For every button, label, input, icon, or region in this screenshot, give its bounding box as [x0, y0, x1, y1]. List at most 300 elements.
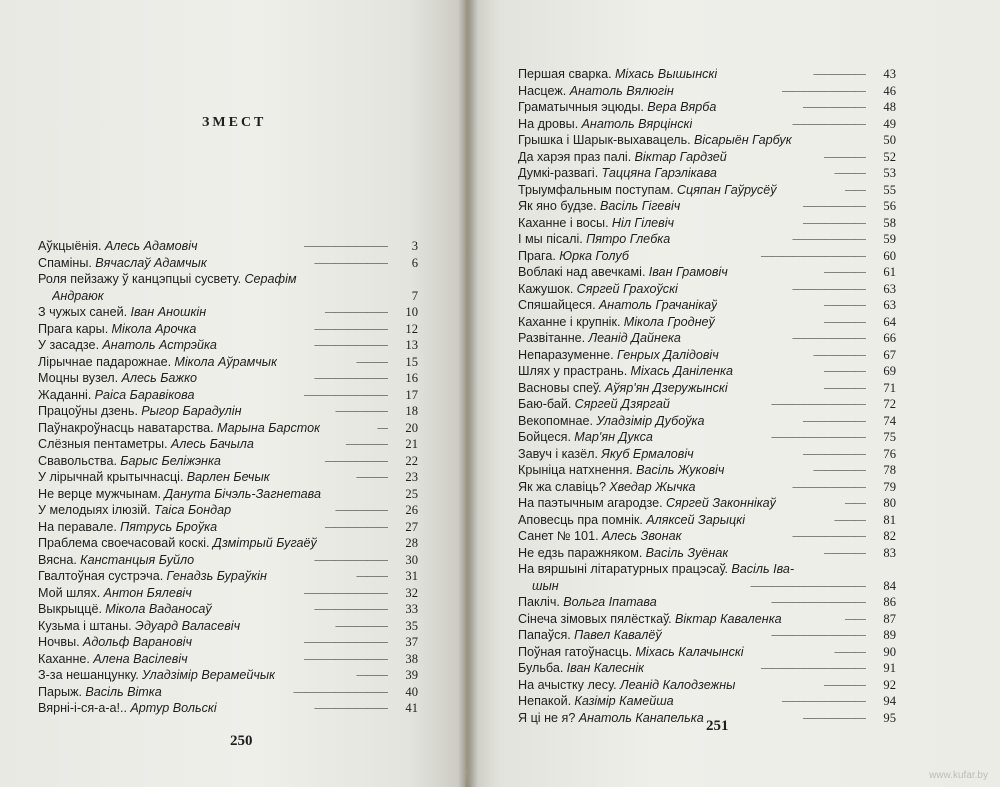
entry-page-number: 40 [405, 684, 418, 699]
entry-page-number: 78 [883, 463, 896, 477]
entry-leader-dashes: —————— [325, 520, 388, 533]
watermark: www.kufar.by [929, 770, 988, 781]
contents-entry [518, 330, 896, 347]
entry-leader-dashes: ——— [834, 513, 866, 526]
entry-page-number: 21 [405, 437, 418, 451]
right-page-number: 251 [706, 718, 729, 734]
entry-page-number: 80 [883, 496, 896, 510]
entry-text [518, 479, 696, 496]
entry-leader-dashes: ——— [356, 570, 388, 582]
entry-title: Мой шлях. [38, 585, 101, 600]
entry-title: На дровы. [518, 116, 579, 131]
entry-page-number: 69 [883, 364, 896, 378]
right-page [468, 0, 1000, 787]
entry-title: Непаразуменне. [518, 347, 614, 362]
entry-title: Паўнакроўнасць наватарства. [38, 420, 214, 435]
contents-entry [38, 469, 418, 486]
contents-entry [38, 568, 418, 585]
entry-title: Моцны вузел. [38, 371, 119, 385]
contents-entry [38, 304, 418, 321]
entry-title: Развітанне. [518, 331, 586, 345]
entry-author: Анатоль Грачанікаў [598, 298, 718, 312]
entry-text [52, 288, 104, 305]
entry-leader-dashes: ————————— [293, 685, 388, 698]
entry-text [518, 347, 719, 364]
contents-entry [518, 83, 896, 100]
entry-title: Думкі-развагі. [518, 166, 599, 180]
contents-entry [518, 132, 896, 149]
entry-author: Мікола Ваданосаў [105, 602, 212, 616]
contents-entry [38, 552, 418, 569]
entry-text [38, 238, 198, 255]
entry-title: Санет № 101. [518, 529, 599, 543]
entry-title: Насцеж. [518, 83, 567, 98]
entry-title: Пакліч. [518, 595, 560, 609]
entry-page-number: 33 [405, 602, 418, 616]
entry-leader-dashes: ——— [356, 355, 388, 368]
entry-author: Варлен Бечык [186, 470, 270, 484]
entry-title: Вясна. [38, 552, 77, 567]
entry-page-number: 76 [883, 446, 896, 461]
contents-heading: ЗМЕСТ [202, 115, 267, 130]
contents-entry [38, 436, 418, 453]
entry-page-number: 43 [883, 67, 896, 81]
entry-text [518, 611, 782, 628]
entry-author: Міхась Даніленка [630, 364, 733, 378]
entry-author: Віктар Гардзей [634, 149, 727, 164]
entry-title: Каханне і восы. [518, 215, 609, 230]
contents-entry [518, 611, 896, 628]
entry-leader-dashes: ——————— [314, 339, 388, 351]
entry-page-number: 79 [883, 479, 896, 494]
entry-title: Каханне. [38, 651, 90, 666]
entry-leader-dashes: ———— [824, 546, 866, 559]
entry-page-number: 7 [411, 288, 418, 303]
entry-page-number: 18 [405, 404, 418, 418]
entry-text [518, 264, 728, 281]
book-gutter [458, 0, 478, 787]
contents-entry [38, 618, 418, 635]
entry-title: З-за нешанцунку. [38, 668, 139, 682]
contents-entry [518, 429, 896, 446]
entry-leader-dashes: ———— [824, 315, 866, 328]
entry-text [38, 304, 206, 321]
entry-text [38, 700, 217, 717]
entry-page-number: 53 [883, 166, 896, 180]
entry-text [38, 321, 196, 338]
entry-text [518, 561, 794, 578]
entry-title: Трыумфальным поступам. [518, 182, 674, 197]
entry-text [38, 469, 270, 486]
contents-entry [518, 66, 896, 83]
entry-leader-dashes: —————————— [761, 662, 866, 674]
entry-page-number: 17 [405, 387, 418, 402]
entry-page-number: 58 [883, 215, 896, 230]
contents-entry [38, 486, 418, 503]
entry-page-number: 63 [883, 298, 896, 312]
entry-title: Як жа славіць? [518, 479, 606, 494]
entry-title: У мелодыях ілюзій. [38, 503, 151, 517]
entry-leader-dashes: —————— [803, 711, 866, 724]
entry-text [518, 66, 717, 83]
entry-text [518, 644, 744, 661]
entry-author: Таццяна Гарэлікава [601, 166, 717, 180]
entry-author: Хведар Жычка [609, 479, 696, 494]
entry-author: Пятрусь Броўка [120, 519, 218, 534]
entry-author: Віктар Каваленка [674, 611, 782, 626]
entry-leader-dashes: ——————— [792, 332, 866, 344]
entry-author: Алесь Бачыла [170, 437, 254, 451]
entry-page-number: 81 [883, 512, 896, 527]
contents-entry [518, 413, 896, 430]
entry-title: Баю-бай. [518, 397, 572, 411]
entry-title: Прага кары. [38, 321, 109, 336]
entry-title: Спяшайцеся. [518, 298, 596, 312]
entry-title: Васновы спеў. [518, 380, 602, 395]
entry-page-number: 3 [411, 239, 418, 253]
entry-author: Марына Барсток [216, 420, 321, 435]
entry-page-number: 6 [411, 255, 418, 270]
entry-text [518, 182, 777, 199]
entry-author: Вера Вярба [647, 100, 717, 114]
entry-leader-dashes: —————— [803, 200, 866, 212]
entry-leader-dashes: ————— [335, 504, 388, 516]
entry-leader-dashes: ——————— [314, 553, 388, 566]
entry-author: Данута Бічэль-Загнетава [164, 486, 321, 501]
entry-title: Слёзныя пентаметры. [38, 437, 168, 451]
entry-leader-dashes: ——————— [792, 480, 866, 493]
entry-leader-dashes: ————— [813, 464, 866, 476]
entry-author: шын [532, 578, 559, 593]
contents-entry [518, 347, 896, 364]
entry-leader-dashes: ———————— [782, 695, 866, 707]
entry-title: Поўная гатоўнасць. [518, 644, 633, 659]
entry-page-number: 28 [405, 536, 418, 550]
entry-author: Антон Бялевіч [103, 585, 192, 600]
entry-title: Кажушок. [518, 281, 574, 296]
contents-entry [38, 321, 418, 338]
entry-leader-dashes: ————————— [771, 398, 866, 410]
entry-author: Васіль Гігевіч [599, 199, 681, 213]
entry-text [38, 420, 320, 437]
contents-entry [518, 660, 896, 677]
entry-text [38, 453, 221, 470]
entry-author: Сяргей Грахоўскі [576, 281, 678, 296]
contents-entry [518, 182, 896, 199]
entry-page-number: 84 [883, 578, 896, 593]
contents-entry [38, 387, 418, 404]
entry-leader-dashes: ———— [824, 381, 866, 394]
entry-author: Алесь Бажко [121, 371, 198, 385]
entry-title: Бульба. [518, 661, 564, 675]
entry-title: Завуч і казёл. [518, 446, 598, 461]
entry-author: Леанід Дайнека [588, 331, 681, 345]
entry-text [38, 601, 212, 618]
entry-author: Аўяр'ян Дзеружынскі [604, 380, 728, 395]
entry-author: Раіса Баравікова [94, 387, 195, 402]
entry-page-number: 49 [883, 116, 896, 131]
entry-page-number: 75 [883, 430, 896, 444]
entry-text [518, 297, 717, 314]
contents-entry [38, 255, 418, 272]
entry-title: Не верце мужчынам. [38, 486, 161, 501]
entry-page-number: 27 [405, 519, 418, 534]
entry-text [518, 248, 629, 265]
entry-leader-dashes: —— [845, 612, 866, 625]
entry-text [518, 281, 678, 298]
entry-author: Адольф Варановіч [82, 635, 192, 649]
entry-leader-dashes: ———— [346, 438, 388, 450]
entry-page-number: 30 [405, 552, 418, 567]
entry-author: Мікола Гроднеў [623, 314, 715, 329]
entry-author: Вісарыён Гарбук [693, 133, 792, 147]
entry-title: З чужых саней. [38, 305, 128, 319]
entry-leader-dashes: ———————— [304, 652, 388, 665]
entry-leader-dashes: —————— [803, 414, 866, 427]
entry-title: Да харэя праз палі. [518, 149, 632, 164]
entry-page-number: 31 [405, 569, 418, 583]
entry-text [38, 519, 217, 536]
contents-entry [38, 370, 418, 387]
entry-title: Шлях у прастрань. [518, 364, 628, 378]
entry-author: Пятро Глебка [586, 232, 671, 246]
contents-entry [518, 314, 896, 331]
entry-author: Генадзь Бураўкін [166, 569, 267, 583]
entry-text [38, 354, 277, 371]
contents-entry [518, 165, 896, 182]
contents-entry [518, 215, 896, 232]
entry-text [518, 132, 792, 149]
entry-title: Свавольства. [38, 453, 117, 468]
entry-author: Генрых Далідовіч [616, 347, 719, 362]
entry-leader-dashes: ————— [335, 619, 388, 632]
entry-leader-dashes: ———— [824, 266, 866, 278]
entry-page-number: 71 [883, 380, 896, 395]
contents-entry [38, 700, 418, 717]
entry-page-number: 32 [405, 585, 418, 600]
contents-entry [38, 601, 418, 618]
entry-text [518, 710, 704, 727]
entry-leader-dashes: ——————— [314, 702, 388, 714]
entry-page-number: 37 [405, 635, 418, 649]
entry-author: Барыс Беліжэнка [120, 453, 221, 468]
entry-page-number: 55 [883, 182, 896, 197]
entry-page-number: 72 [883, 397, 896, 411]
entry-page-number: 74 [883, 413, 896, 428]
entry-leader-dashes: ————— [335, 405, 388, 417]
entry-page-number: 15 [405, 354, 418, 369]
entry-leader-dashes: —————————— [761, 249, 866, 262]
entry-leader-dashes: ——— [356, 471, 388, 483]
entry-page-number: 61 [883, 265, 896, 279]
entry-text [38, 552, 194, 569]
entry-title: Прага. [518, 248, 556, 263]
entry-text [518, 413, 705, 430]
entry-title: Крыніца натхнення. [518, 463, 633, 477]
entry-text [518, 314, 715, 331]
entry-page-number: 48 [883, 100, 896, 114]
entry-text [38, 535, 317, 552]
entry-page-number: 60 [883, 248, 896, 263]
contents-entry [38, 337, 418, 354]
left-page-number: 250 [230, 733, 253, 749]
entry-leader-dashes: ———— [824, 365, 866, 377]
entry-page-number: 59 [883, 232, 896, 246]
entry-author: Уладзімір Верамейчык [142, 668, 276, 682]
entry-text [518, 528, 682, 545]
entry-title: Выкрыццё. [38, 602, 102, 616]
entry-author: Вольга Іпатава [563, 595, 657, 609]
entry-title: Працоўны дзень. [38, 404, 138, 418]
entry-leader-dashes: ———————— [304, 240, 388, 252]
contents-entry [518, 578, 896, 595]
entry-text [518, 99, 716, 116]
contents-entry [518, 396, 896, 413]
entry-text [518, 594, 657, 611]
entry-text [38, 568, 267, 585]
entry-leader-dashes: ———— [824, 150, 866, 163]
entry-text [518, 446, 694, 463]
entry-author: Міхась Вышынскі [614, 67, 718, 81]
contents-entry [38, 651, 418, 668]
contents-entry [518, 495, 896, 512]
contents-entry [38, 420, 418, 437]
entry-title: На ачыстку лесу. [518, 677, 617, 692]
entry-title: Воблакі над авечкамі. [518, 265, 646, 279]
contents-entry [518, 627, 896, 644]
entry-leader-dashes: —————— [325, 454, 388, 467]
entry-text [38, 684, 162, 701]
entry-author: Вячаслаў Адамчык [95, 255, 207, 270]
entry-text [518, 363, 733, 380]
contents-entry [518, 198, 896, 215]
entry-text [38, 436, 254, 453]
entry-title: Непакой. [518, 694, 572, 708]
entry-page-number: 26 [405, 503, 418, 517]
entry-title: І мы пісалі. [518, 232, 583, 246]
entry-page-number: 56 [883, 199, 896, 213]
entry-text [518, 83, 674, 100]
entry-text [38, 337, 217, 354]
entry-page-number: 82 [883, 529, 896, 543]
entry-text [518, 116, 692, 133]
contents-entry [38, 585, 418, 602]
entry-text [518, 677, 735, 694]
contents-entry [518, 281, 896, 298]
entry-page-number: 35 [405, 618, 418, 633]
entry-author: Васіль Жуковіч [636, 463, 725, 477]
contents-entry [518, 512, 896, 529]
entry-text [518, 396, 670, 413]
entry-leader-dashes: ——————— [792, 282, 866, 295]
entry-author: Алесь Адамовіч [104, 239, 198, 253]
contents-entry [518, 479, 896, 496]
entry-author: Ніл Гілевіч [611, 215, 675, 230]
entry-author: Рыгор Барадулін [141, 404, 242, 418]
entry-title: На паэтычным агародзе. [518, 496, 663, 510]
entry-author: Дзмітрый Бугаёў [212, 536, 317, 550]
entry-author: Таіса Бондар [153, 503, 232, 517]
entry-leader-dashes: ——————————— [750, 579, 866, 592]
entry-title: У засадзе. [38, 338, 100, 352]
entry-author: Серафім [244, 272, 297, 286]
entry-title: Першая сварка. [518, 67, 612, 81]
entry-page-number: 41 [405, 701, 418, 715]
entry-page-number: 87 [883, 611, 896, 626]
entry-page-number: 12 [405, 321, 418, 336]
entry-leader-dashes: —————— [325, 306, 388, 318]
entry-page-number: 23 [405, 470, 418, 484]
contents-entry [518, 462, 896, 479]
entry-title: Сінеча зімовых пялёсткаў. [518, 611, 672, 626]
contents-entry [518, 594, 896, 611]
contents-entry [518, 561, 896, 578]
entry-leader-dashes: ———————— [304, 636, 388, 648]
contents-entry [38, 634, 418, 651]
entry-page-number: 20 [405, 420, 418, 435]
entry-page-number: 22 [405, 453, 418, 468]
entry-author: Канстанцыя Буйло [80, 552, 195, 567]
entry-author: Алесь Звонак [601, 529, 682, 543]
entry-author: Анатоль Вялюгін [569, 83, 674, 98]
entry-text [38, 403, 242, 420]
entry-title: Аўкцыёнія. [38, 239, 102, 253]
entry-leader-dashes: —————— [803, 447, 866, 460]
contents-entry [518, 528, 896, 545]
contents-entry [38, 354, 418, 371]
contents-entry [518, 545, 896, 562]
entry-text [38, 651, 188, 668]
entry-text [518, 462, 724, 479]
contents-entry [518, 677, 896, 694]
entry-text [518, 198, 680, 215]
entry-text [518, 660, 644, 677]
contents-entry [518, 380, 896, 397]
entry-author: Мікола Арочка [111, 321, 197, 336]
entry-text [38, 618, 240, 635]
entry-leader-dashes: ———— [824, 678, 866, 691]
entry-title: Векопомнае. [518, 413, 594, 428]
contents-entry [518, 264, 896, 281]
entry-leader-dashes: ——————— [792, 233, 866, 245]
entry-leader-dashes: ————— [813, 348, 866, 361]
entry-author: Васіль Іва- [731, 562, 795, 576]
entry-page-number: 10 [405, 305, 418, 319]
entry-leader-dashes: ——————— [792, 117, 866, 130]
entry-text [518, 627, 662, 644]
entry-leader-dashes: ———————— [304, 586, 388, 599]
entry-title: Граматычныя эцюды. [518, 100, 644, 114]
contents-entry [38, 519, 418, 536]
entry-page-number: 94 [883, 694, 896, 708]
entry-page-number: 89 [883, 628, 896, 642]
entry-title: Каханне і крупнік. [518, 314, 621, 329]
entry-leader-dashes: —————— [803, 216, 866, 229]
entry-author: Казімір Камейша [574, 694, 674, 708]
entry-text [38, 667, 275, 684]
contents-entry [518, 149, 896, 166]
entry-text [518, 495, 776, 512]
entry-author: Сяргей Законнікаў [665, 496, 776, 510]
entry-title: Папаўся. [518, 628, 571, 642]
entry-author: Мікола Аўрамчык [174, 354, 278, 369]
contents-entry [38, 502, 418, 519]
entry-author: Сцяпан Гаўрусёў [676, 182, 777, 197]
entry-page-number: 16 [405, 371, 418, 385]
entry-title: Спаміны. [38, 255, 92, 270]
entry-author: Іван Аношкін [130, 305, 207, 319]
entry-author: Уладзімір Дубоўка [596, 413, 705, 428]
